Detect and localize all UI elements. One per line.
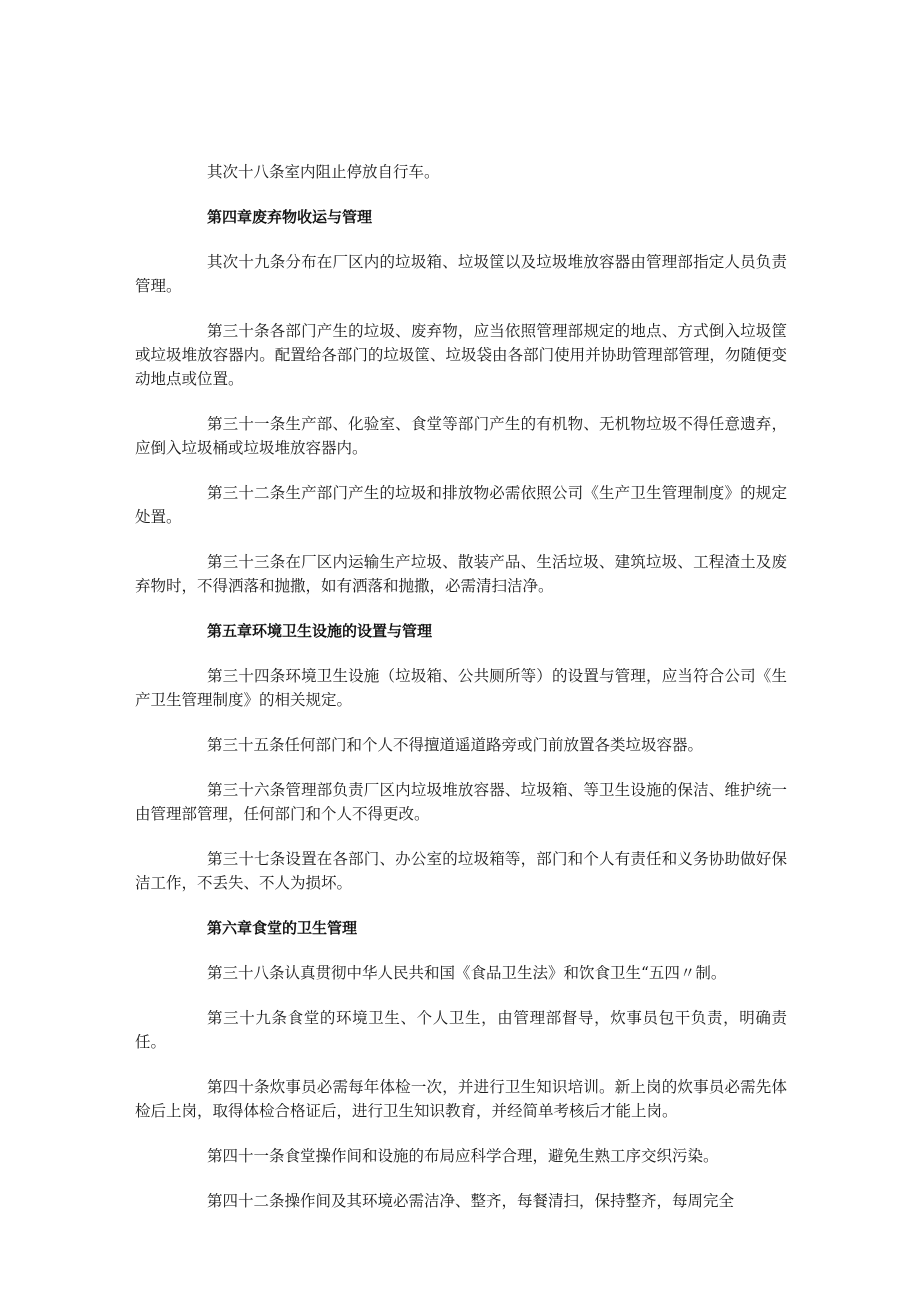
article-32: 第三十二条生产部门产生的垃圾和排放物必需依照公司《生产卫生管理制度》的规定处置。: [135, 484, 787, 526]
article-36: 第三十六条管理部负责厂区内垃圾堆放容器、垃圾箱、等卫生设施的保洁、维护统一由管理部管理，任何部门和个人不得更改。: [135, 781, 787, 823]
article-40: 第四十条炊事员必需每年体检一次，并进行卫生知识培训。新上岗的炊事员必需先体检后上岗，取得体检合格证后，进行卫生知识教育，并经简单考核后才能上岗。: [135, 1078, 787, 1120]
article-33: 第三十三条在厂区内运输生产垃圾、散装产品、生活垃圾、建筑垃圾、工程渣土及废弃物时，不得洒落和抛撒，如有洒落和抛撒，必需清扫洁净。: [135, 553, 787, 595]
article-35: 第三十五条任何部门和个人不得擅道遥道路旁或门前放置各类垃圾容器。: [207, 736, 704, 754]
article-39: 第三十九条食堂的环境卫生、个人卫生，由管理部督导，炊事员包干负责，明确责任。: [135, 1009, 787, 1051]
article-31: 第三十一条生产部、化验室、食堂等部门产生的有机物、无机物垃圾不得任意遗弃，应倒入垃圾桶或垃圾堆放容器内。: [135, 415, 787, 457]
chapter-4-heading: 第四章废弃物收运与管理: [207, 208, 373, 226]
article-37: 第三十七条设置在各部门、办公室的垃圾箱等，部门和个人有责任和义务协助做好保洁工作，不丢失、不人为损坏。: [135, 850, 787, 892]
chapter-6-heading: 第六章食堂的卫生管理: [207, 919, 358, 937]
document-body: [135, 160, 787, 1234]
article-38: 第三十八条认真贯彻中华人民共和国《食品卫生法》和饮食卫生“五四〃制。: [207, 964, 727, 982]
article-28: 其次十八条室内阻止停放自行车。: [207, 163, 440, 181]
article-41: 第四十一条食堂操作间和设施的布局应科学合理，避免生熟工序交织污染。: [207, 1147, 719, 1165]
article-42: 第四十二条操作间及其环境必需洁净、整齐，每餐清扫，保持整齐，每周完全: [207, 1192, 735, 1210]
article-34: 第三十四条环境卫生设施（垃圾箱、公共厕所等）的设置与管理，应当符合公司《生产卫生管理制度》的相关规定。: [135, 667, 787, 709]
article-30: 第三十条各部门产生的垃圾、废弃物，应当依照管理部规定的地点、方式倒入垃圾筐或垃圾堆放容器内。配置给各部门的垃圾筐、垃圾袋由各部门使用并协助管理部管理，勿随便变动地点或位置。: [135, 322, 787, 388]
chapter-5-heading: 第五章环境卫生设施的设置与管理: [207, 622, 433, 640]
article-29: 其次十九条分布在厂区内的垃圾箱、垃圾筐以及垃圾堆放容器由管理部指定人员负责管理。: [135, 253, 787, 295]
